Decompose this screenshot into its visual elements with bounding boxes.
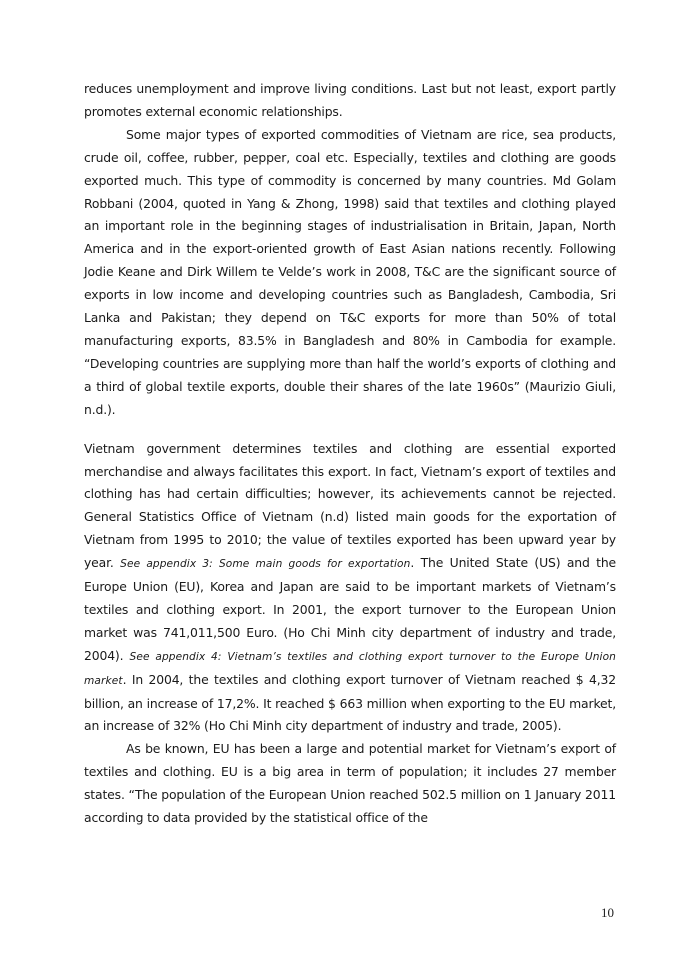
paragraph-text: . In 2004, the textiles and clothing export turnover of Vietnam reached $ 4,32 billion, an increase of 17,2%. It reached $ 663 million when exporting to the EU market, an increase of 32% (Ho Chi Minh city department of industry and trade, 2005). [84,671,616,734]
paragraph-text: As be known, EU has been a large and potential market for Vietnam’s export of textiles and clothing. EU is a big area in term of population; it includes 27 member states. “The population of the European Union reached 502.5 million on 1 January 2011 according to data provided by the statistical office of the [84,741,616,826]
paragraph-text: . The United State (US) and the Europe Union (EU), Korea and Japan are said to be important markets of Vietnam’s textiles and clothing export. In 2001, the export turnover to the European Union market was 741,011,500 Euro. (Ho Chi Minh city department of industry and trade, 2004). [84,555,616,663]
paragraph-text: Vietnam government determines textiles and clothing are essential exported merchandise and always facilitates this export. In fact, Vietnam’s export of textiles and clothing has had certain difficulties; however, its achievements cannot be rejected. General Statistics Office of Vietnam (n.d) listed main goods for the exportation of Vietnam from 1995 to 2010; the value of textiles exported has been upward year by year. [84,440,616,571]
paragraph-export-benefits [84,78,616,124]
paragraph-exported-commodities [84,124,616,422]
page-number: 10 [601,905,614,920]
appendix-3-reference: See appendix 3: Some main goods for exportation [120,558,411,571]
paragraph-vietnam-government [84,438,616,739]
paragraph-text: reduces unemployment and improve living conditions. Last but not least, export partly promotes external economic relationships. [84,81,616,119]
document-page-body [84,78,616,830]
appendix-4-reference: See appendix 4: Vietnam’s textiles and clothing export turnover to the Europe Union market [84,650,616,687]
paragraph-eu-market [84,738,616,830]
paragraph-text: Some major types of exported commodities of Vietnam are rice, sea products, crude oil, coffee, rubber, pepper, coal etc. Especially, textiles and clothing are goods exported much. This type of commodity is concerned by many countries. Md Golam Robbani (2004, quoted in Yang & Zhong, 1998) said that textiles and clothing played an important role in the beginning stages of industrialisation in Britain, Japan, North America and in the export-oriented growth of East Asian nations recently. Following Jodie Keane and Dirk Willem te Velde’s work in 2008, T&C are the significant source of exports in low income and developing countries such as Bangladesh, Cambodia, Sri Lanka and Pakistan; they depend on T&C exports for more than 50% of total manufacturing exports, 83.5% in Bangladesh and 80% in Cambodia for example. “Developing countries are supplying more than half the world’s exports of clothing and a third of global textile exports, double their shares of the late 1960s” (Maurizio Giuli, n.d.). [84,126,616,417]
